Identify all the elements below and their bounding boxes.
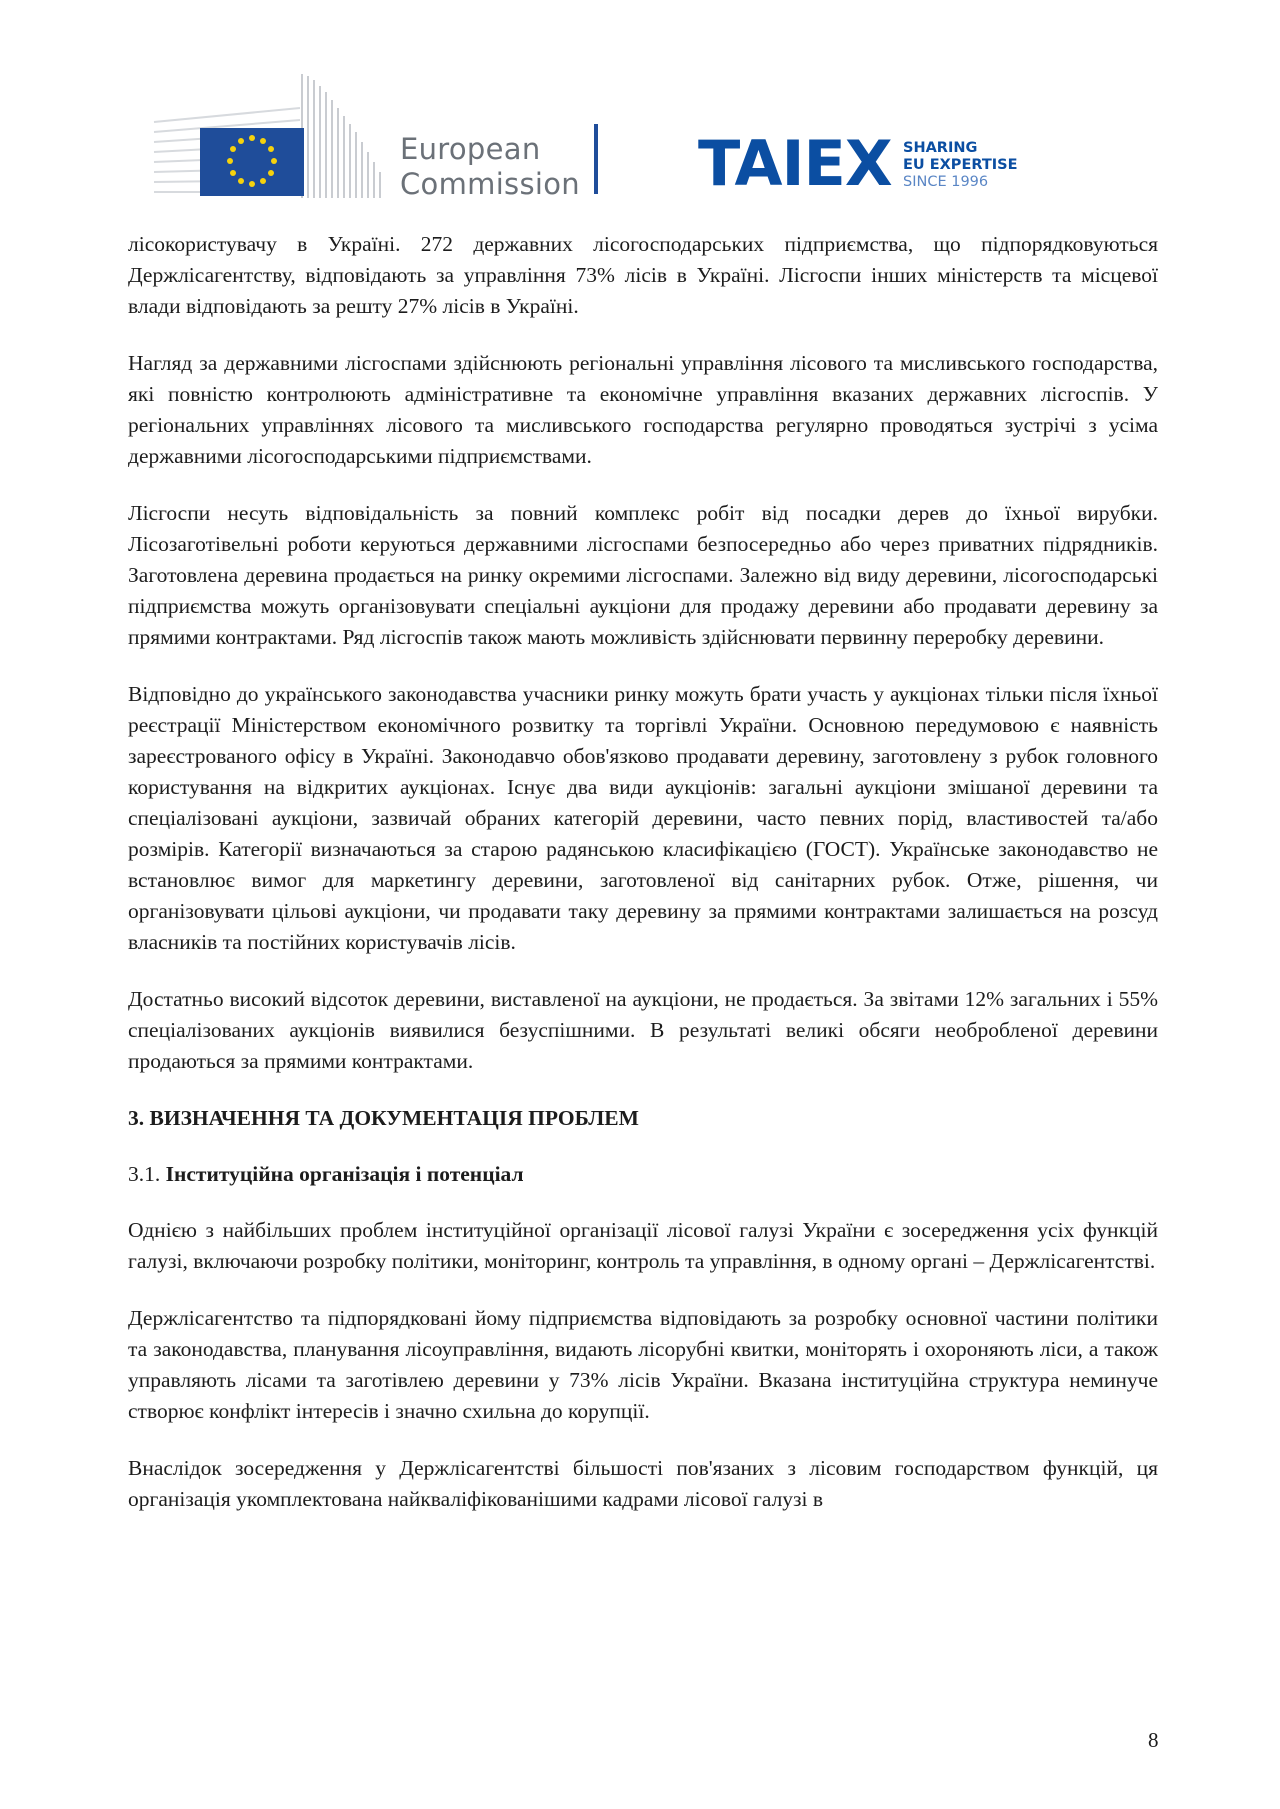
body-paragraph: Лісгоспи несуть відповідальність за повний комплекс робіт від посадки дерев до їхньої вирубки. Лісозаготівельні роботи керуються державними лісгоспами безпосередньо або через приватних підрядників. Заготовлена деревина продається на ринку окремими лісгоспами. Залежно від виду деревини, лісогосподарські підприємства можуть організовувати спеціальні аукціони для продажу деревини або продавати деревину за прямими контрактами. Ряд лісгоспів також мають можливість здійснювати первинну переробку деревини.	[128, 501, 1158, 649]
taiex-tagline	[903, 140, 1018, 191]
body-paragraph: Внаслідок зосередження у Держлісагентстві більшості пов'язаних з лісовим господарством функцій, ця організація укомплектована найкваліфікованішими кадрами лісової галузі в	[128, 1456, 1158, 1511]
document-body	[128, 229, 1158, 1541]
taiex-tag-line1: SHARING	[903, 140, 978, 156]
ec-logo-line2: Commission	[400, 167, 580, 201]
body-paragraph: Однією з найбільших проблем інституційної організації лісової галузі України є зосередження усіх функцій галузі, включаючи розробку політики, моніторинг, контроль та управління, в одному органі – Держлісагентстві.	[128, 1218, 1158, 1273]
ec-logo-divider	[594, 124, 598, 194]
european-commission-logo	[150, 72, 600, 202]
body-paragraph: Нагляд за державними лісгоспами здійснюють регіональні управління лісового та мисливського господарства, які повністю контролюють адміністративне та економічне управління вказаних державних лісгоспів. У регіональних управліннях лісового та мисливського господарства регулярно проводяться зустрічі з усіма державними лісогосподарськими підприємствами.	[128, 351, 1158, 468]
ec-logo-line1: European	[400, 132, 541, 166]
subsection-title: Інституційна організація і потенціал	[165, 1162, 524, 1186]
body-paragraph: Достатньо високий відсоток деревини, виставленої на аукціони, не продається. За звітами 12% загальних і 55% спеціалізованих аукціонів виявилися безуспішними. В результаті великі обсяги необробленої деревини продаються за прямими контрактами.	[128, 987, 1158, 1073]
taiex-tag-line3: SINCE 1996	[903, 174, 989, 190]
page-header	[150, 72, 1030, 202]
body-paragraph: Держлісагентство та підпорядковані йому підприємства відповідають за розробку основної частини політики та законодавства, планування лісоуправління, видають лісорубні квитки, моніторять і охороняють ліси, а також управляють лісами та заготівлею деревини у 73% лісів України. Вказана інституційна структура неминуче створює конфлікт інтересів і значно схильна до корупції.	[128, 1306, 1158, 1423]
taiex-wordmark: TAIEX	[698, 127, 892, 200]
subsection-number: 3.1.	[128, 1162, 161, 1186]
taiex-tag-line2: EU EXPERTISE	[903, 157, 1018, 173]
ec-building-flag-icon	[150, 72, 390, 202]
section-heading: 3. ВИЗНАЧЕННЯ ТА ДОКУМЕНТАЦІЯ ПРОБЛЕМ	[128, 1106, 639, 1130]
subsection-heading	[128, 1159, 1158, 1190]
body-paragraph: лісокористувачу в Україні. 272 державних лісогосподарських підприємства, що підпорядковуються Держлісагентству, відповідають за управління 73% лісів в Україні. Лісгоспи інших міністерств та місцевої влади відповідають за решту 27% лісів в Україні.	[128, 232, 1158, 318]
ec-logo-text	[400, 132, 580, 202]
page-number: 8	[1148, 1728, 1159, 1752]
body-paragraph: Відповідно до українського законодавства учасники ринку можуть брати участь у аукціонах тільки після їхньої реєстрації Міністерством економічного розвитку та торгівлі України. Основною передумовою є наявність зареєстрованого офісу в Україні. Законодавчо обов'язково продавати деревину, заготовлену з рубок головного користування на відкритих аукціонах. Існує два види аукціонів: загальні аукціони змішаної деревини та спеціалізовані аукціони, зазвичай обраних категорій деревини, часто певних порід, властивостей та/або розмірів. Категорії визначаються за старою радянською класифікацією (ГОСТ). Українське законодавство не встановлює вимог для маркетингу деревини, заготовленої від санітарних рубок. Отже, рішення, чи організовувати цільові аукціони, чи продавати таку деревину за прямими контрактами залишається на розсуд власників та постійних користувачів лісів.	[128, 682, 1158, 954]
